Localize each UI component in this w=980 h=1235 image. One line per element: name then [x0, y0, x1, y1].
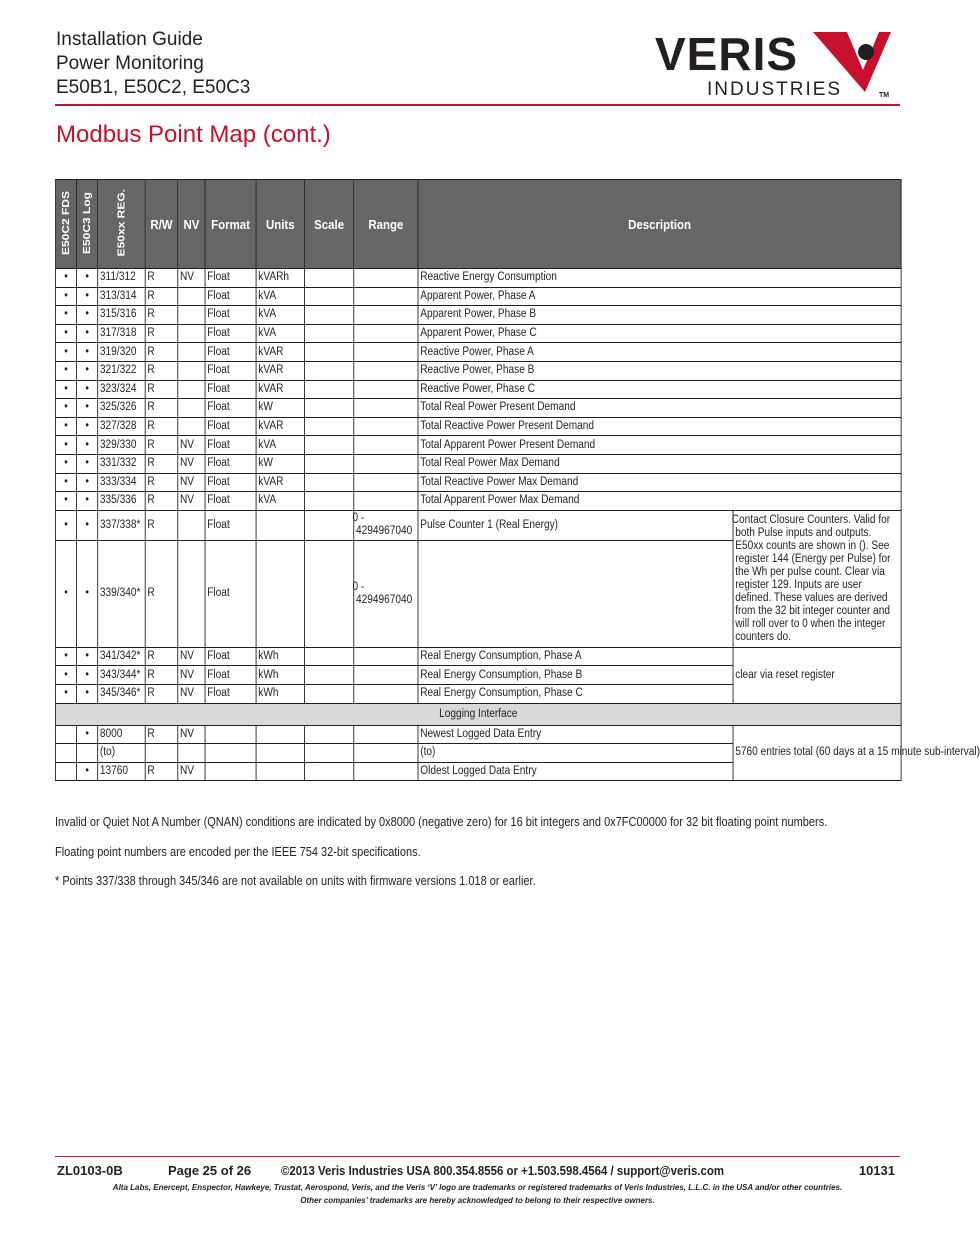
table-row: [55, 492, 901, 511]
table-cell: Reactive Power, Phase C: [418, 380, 901, 399]
table-cell: 311/312: [98, 269, 146, 288]
table-cell: [304, 361, 353, 380]
table-cell: [354, 287, 418, 306]
table-cell: [354, 684, 418, 703]
table-cell: •: [77, 762, 98, 781]
table-cell: Float: [205, 306, 256, 325]
logging-register-rows: [55, 725, 980, 781]
table-cell: •: [55, 510, 76, 540]
footer-doc-number: 10131: [858, 1163, 895, 1178]
table-cell: Float: [205, 540, 256, 647]
table-cell: [354, 324, 418, 343]
table-cell: [178, 510, 205, 540]
table-cell: [354, 744, 418, 763]
table-row: [55, 399, 901, 418]
table-cell: R: [145, 380, 178, 399]
table-cell: R: [145, 492, 178, 511]
table-cell: R: [145, 436, 178, 455]
table-cell: [354, 762, 418, 781]
table-cell: •: [77, 436, 98, 455]
table-cell: Real Energy Consumption, Phase A: [418, 647, 733, 666]
table-cell: Float: [205, 343, 256, 362]
table-cell: [178, 399, 205, 418]
register-rows-b: [55, 647, 901, 703]
table-cell: Real Energy Consumption, Phase C: [418, 684, 733, 703]
table-cell: •: [55, 324, 76, 343]
table-cell: Pulse Counter 1 (Real Energy): [418, 510, 733, 540]
table-cell: 323/324: [98, 380, 146, 399]
table-cell: 345/346*: [98, 684, 146, 703]
table-cell: •: [77, 380, 98, 399]
reset-note: clear via reset register: [733, 647, 901, 703]
table-cell: [178, 343, 205, 362]
pulse-counter-rows: [55, 510, 901, 647]
table-cell: •: [77, 510, 98, 540]
table-cell: kVA: [256, 324, 304, 343]
table-cell: kVARh: [256, 269, 304, 288]
table-cell: kWh: [256, 684, 304, 703]
table-cell: kVA: [256, 287, 304, 306]
table-cell: [354, 361, 418, 380]
table-cell: •: [55, 361, 76, 380]
footer-doc-id: ZL0103-0B: [57, 1163, 123, 1178]
table-cell: kVAR: [256, 343, 304, 362]
table-cell: [304, 666, 353, 685]
table-cell: Total Reactive Power Max Demand: [418, 473, 901, 492]
table-cell: R: [145, 269, 178, 288]
table-cell: [354, 492, 418, 511]
footer-rule: [55, 1156, 900, 1157]
table-row: [55, 454, 901, 473]
table-cell: [205, 762, 256, 781]
table-cell: NV: [178, 269, 205, 288]
table-cell: [304, 399, 353, 418]
table-cell: [304, 647, 353, 666]
table-cell: [256, 510, 304, 540]
note-qnan: Invalid or Quiet Not A Number (QNAN) conditions are indicated by 0x8000 (negative zero) for 16 bit integers and 0x7FC00000 for 32 bit floating point numbers.: [55, 815, 828, 829]
table-cell: R: [145, 417, 178, 436]
table-cell: •: [55, 454, 76, 473]
table-cell: kW: [256, 399, 304, 418]
note-ieee: Floating point numbers are encoded per the IEEE 754 32-bit specifications.: [55, 844, 421, 859]
table-cell: 313/314: [98, 287, 146, 306]
table-cell: [304, 436, 353, 455]
col-header-fds: E50C2 FDS: [55, 180, 76, 269]
table-cell: •: [55, 269, 76, 288]
table-cell: R: [145, 306, 178, 325]
col-header-units: Units: [256, 180, 304, 269]
table-cell: Apparent Power, Phase A: [418, 287, 901, 306]
table-cell: Reactive Power, Phase B: [418, 361, 901, 380]
table-cell: •: [77, 473, 98, 492]
table-cell: [55, 762, 76, 781]
table-cell: •: [55, 436, 76, 455]
table-cell: •: [77, 343, 98, 362]
table-cell: R: [145, 454, 178, 473]
notes-block: [55, 815, 900, 904]
table-cell: [304, 684, 353, 703]
table-row: [55, 361, 901, 380]
table-cell: kW: [256, 454, 304, 473]
table-cell: Total Reactive Power Present Demand: [418, 417, 901, 436]
table-cell: •: [77, 361, 98, 380]
table-cell: [354, 666, 418, 685]
table-cell: Float: [205, 647, 256, 666]
table-row: [55, 436, 901, 455]
table-cell: •: [55, 417, 76, 436]
table-cell: [354, 647, 418, 666]
table-cell: Float: [205, 380, 256, 399]
logo-tm-text: TM: [879, 92, 890, 99]
table-row: [55, 473, 901, 492]
table-cell: [145, 744, 178, 763]
table-cell: kVA: [256, 306, 304, 325]
table-cell: Float: [205, 454, 256, 473]
table-cell: [205, 744, 256, 763]
table-cell: (to): [98, 744, 146, 763]
table-cell: Reactive Power, Phase A: [418, 343, 901, 362]
table-cell: [55, 744, 76, 763]
table-header-row: [55, 180, 901, 269]
table-cell: •: [77, 324, 98, 343]
table-cell: [77, 744, 98, 763]
table-cell: •: [55, 684, 76, 703]
col-header-nv: NV: [178, 180, 205, 269]
table-cell: Float: [205, 666, 256, 685]
table-cell: Total Real Power Present Demand: [418, 399, 901, 418]
note-firmware: * Points 337/338 through 345/346 are not available on units with firmware versions 1.018 or earlier.: [55, 874, 536, 888]
table-cell: 335/336: [98, 492, 146, 511]
table-cell: •: [77, 647, 98, 666]
table-cell: Newest Logged Data Entry: [418, 725, 733, 744]
table-row: [55, 725, 901, 744]
logging-capacity-note: 5760 entries total (60 days at a 15 minute sub-interval): [733, 725, 901, 781]
table-cell: kVA: [256, 492, 304, 511]
header-line-product: Power Monitoring: [56, 53, 204, 74]
table-cell: 341/342*: [98, 647, 146, 666]
table-cell: •: [77, 540, 98, 647]
table-cell: •: [55, 399, 76, 418]
table-row: [55, 647, 901, 666]
table-cell: 339/340*: [98, 540, 146, 647]
table-cell: 333/334: [98, 473, 146, 492]
table-cell: NV: [178, 762, 205, 781]
col-header-format: Format: [205, 180, 256, 269]
table-cell: R: [145, 725, 178, 744]
table-cell: [304, 540, 353, 647]
table-cell: R: [145, 324, 178, 343]
table-cell: Float: [205, 684, 256, 703]
table-cell: Total Apparent Power Present Demand: [418, 436, 901, 455]
table-cell: [304, 306, 353, 325]
table-cell: Apparent Power, Phase C: [418, 324, 901, 343]
table-cell: •: [77, 454, 98, 473]
table-cell: •: [77, 725, 98, 744]
table-cell: 8000: [98, 725, 146, 744]
table-cell: [354, 436, 418, 455]
table-cell: [304, 287, 353, 306]
table-cell: Float: [205, 399, 256, 418]
table-cell: •: [55, 287, 76, 306]
logging-rows: [55, 703, 901, 725]
footer-page-number: Page 25 of 26: [168, 1163, 252, 1178]
header-line-models: E50B1, E50C2, E50C3: [56, 77, 251, 98]
col-header-reg: E50xx REG.: [98, 180, 146, 269]
table-cell: R: [145, 399, 178, 418]
table-cell: [354, 343, 418, 362]
table-cell: [178, 540, 205, 647]
table-cell: [304, 510, 353, 540]
col-header-log: E50C3 Log: [77, 180, 98, 269]
table-cell: Float: [205, 436, 256, 455]
footer-trademark-line-2: Other companies’ trademarks are hereby acknowledged to belong to their respective owners.: [300, 1196, 655, 1205]
table-cell: kWh: [256, 666, 304, 685]
table-cell: [205, 725, 256, 744]
table-cell: 0 - 4294967040: [354, 540, 418, 647]
table-row: [55, 343, 901, 362]
table-cell: [178, 417, 205, 436]
table-cell: [178, 306, 205, 325]
pulse-counter-note: Contact Closure Counters. Valid for both Pulse inputs and outputs. E50xx counts are shown in (). See register 144 (Energy per Pulse) for the Wh per pulse count. Clear via register 129. Inputs are user defined. These values are derived from the 32 bit integer counter and will roll over to 0 when the integer counters do.: [733, 510, 901, 647]
table-cell: •: [77, 684, 98, 703]
table-cell: •: [55, 666, 76, 685]
table-cell: R: [145, 540, 178, 647]
table-row: [55, 287, 901, 306]
table-cell: [304, 744, 353, 763]
table-cell: NV: [178, 454, 205, 473]
table-cell: 315/316: [98, 306, 146, 325]
table-cell: 329/330: [98, 436, 146, 455]
table-cell: [304, 725, 353, 744]
table-cell: [304, 492, 353, 511]
table-cell: •: [77, 306, 98, 325]
table-cell: [178, 361, 205, 380]
table-cell: R: [145, 361, 178, 380]
table-cell: [256, 744, 304, 763]
table-cell: [304, 324, 353, 343]
table-cell: [354, 473, 418, 492]
table-cell: •: [77, 417, 98, 436]
table-cell: Float: [205, 473, 256, 492]
table-cell: [256, 540, 304, 647]
table-row: [55, 380, 901, 399]
table-cell: •: [55, 306, 76, 325]
table-cell: NV: [178, 647, 205, 666]
table-row: [55, 324, 901, 343]
table-cell: [354, 725, 418, 744]
table-cell: R: [145, 343, 178, 362]
table-cell: R: [145, 666, 178, 685]
table-cell: •: [55, 343, 76, 362]
table-cell: [55, 725, 76, 744]
table-cell: [354, 399, 418, 418]
table-cell: R: [145, 684, 178, 703]
table-cell: 331/332: [98, 454, 146, 473]
table-cell: 317/318: [98, 324, 146, 343]
table-cell: R: [145, 762, 178, 781]
logging-interface-row: [55, 703, 901, 725]
col-header-description: Description: [418, 180, 901, 269]
table-cell: R: [145, 510, 178, 540]
table-cell: Real Energy Consumption, Phase B: [418, 666, 733, 685]
table-cell: Apparent Power, Phase B: [418, 306, 901, 325]
table-cell: [354, 306, 418, 325]
table-cell: •: [55, 473, 76, 492]
table-cell: NV: [178, 725, 205, 744]
table-cell: •: [55, 380, 76, 399]
veris-logo: [655, 30, 900, 100]
table-cell: Float: [205, 492, 256, 511]
table-cell: •: [55, 540, 76, 647]
table-cell: (to): [418, 744, 733, 763]
table-cell: Float: [205, 510, 256, 540]
table-cell: [178, 287, 205, 306]
table-cell: [304, 380, 353, 399]
table-cell: kVA: [256, 436, 304, 455]
table-cell: R: [145, 473, 178, 492]
table-cell: Total Apparent Power Max Demand: [418, 492, 901, 511]
table-cell: Reactive Energy Consumption: [418, 269, 901, 288]
table-cell: NV: [178, 492, 205, 511]
logging-interface-label: Logging Interface: [55, 703, 901, 725]
table-cell: kVAR: [256, 380, 304, 399]
table-cell: [178, 324, 205, 343]
document-header: [56, 28, 250, 100]
table-cell: 0 - 4294967040: [354, 510, 418, 540]
logo-sub-text: INDUSTRIES: [707, 79, 843, 100]
table-cell: [304, 454, 353, 473]
table-cell: [304, 762, 353, 781]
table-cell: R: [145, 647, 178, 666]
table-cell: [178, 744, 205, 763]
footer-trademark-line-1: Alta Labs, Enercept, Enspector, Hawkeye, Trustat, Aerospond, Veris, and the Veris ‘V’ logo are trademarks or registered trademarks of Veris Industries, L.L.C. in the USA and/or other countries.: [112, 1183, 843, 1192]
table-cell: kVAR: [256, 473, 304, 492]
table-cell: Oldest Logged Data Entry: [418, 762, 733, 781]
table-cell: Float: [205, 361, 256, 380]
table-cell: NV: [178, 684, 205, 703]
table-cell: •: [77, 399, 98, 418]
table-cell: [178, 380, 205, 399]
table-cell: Total Real Power Max Demand: [418, 454, 901, 473]
logo-main-text: VERIS: [655, 28, 799, 80]
modbus-point-map-table: [55, 179, 980, 781]
table-cell: •: [77, 287, 98, 306]
table-row: [55, 510, 901, 540]
header-line-guide: Installation Guide: [56, 29, 203, 50]
table-cell: •: [77, 269, 98, 288]
table-cell: kWh: [256, 647, 304, 666]
col-header-rw: R/W: [145, 180, 178, 269]
table-cell: [418, 540, 733, 647]
table-cell: NV: [178, 473, 205, 492]
table-cell: [354, 380, 418, 399]
table-cell: NV: [178, 436, 205, 455]
table-cell: 343/344*: [98, 666, 146, 685]
table-cell: Float: [205, 417, 256, 436]
table-cell: •: [77, 666, 98, 685]
table-cell: •: [77, 492, 98, 511]
footer-copyright: ©2013 Veris Industries USA 800.354.8556 or +1.503.598.4564 / support@veris.com: [281, 1163, 725, 1178]
table-cell: kVAR: [256, 361, 304, 380]
table-cell: 337/338*: [98, 510, 146, 540]
table-cell: [304, 417, 353, 436]
section-title: Modbus Point Map (cont.): [56, 121, 331, 148]
table-cell: 321/322: [98, 361, 146, 380]
table-cell: 325/326: [98, 399, 146, 418]
header-rule: [55, 104, 900, 106]
table-cell: •: [55, 647, 76, 666]
table-cell: Float: [205, 269, 256, 288]
col-header-scale: Scale: [304, 180, 353, 269]
table-cell: NV: [178, 666, 205, 685]
table-cell: •: [55, 492, 76, 511]
col-header-range: Range: [354, 180, 418, 269]
table-cell: Float: [205, 287, 256, 306]
table-row: [55, 269, 901, 288]
table-cell: 319/320: [98, 343, 146, 362]
table-cell: [304, 269, 353, 288]
table-cell: [354, 417, 418, 436]
table-cell: [354, 454, 418, 473]
table-cell: [304, 473, 353, 492]
table-cell: [256, 725, 304, 744]
table-cell: Float: [205, 324, 256, 343]
table-cell: [304, 343, 353, 362]
table-cell: [256, 762, 304, 781]
table-cell: kVAR: [256, 417, 304, 436]
table-cell: R: [145, 287, 178, 306]
table-cell: [354, 269, 418, 288]
table-row: [55, 306, 901, 325]
register-rows-a: [55, 269, 901, 511]
table-row: [55, 417, 901, 436]
table-cell: 327/328: [98, 417, 146, 436]
table-cell: 13760: [98, 762, 146, 781]
